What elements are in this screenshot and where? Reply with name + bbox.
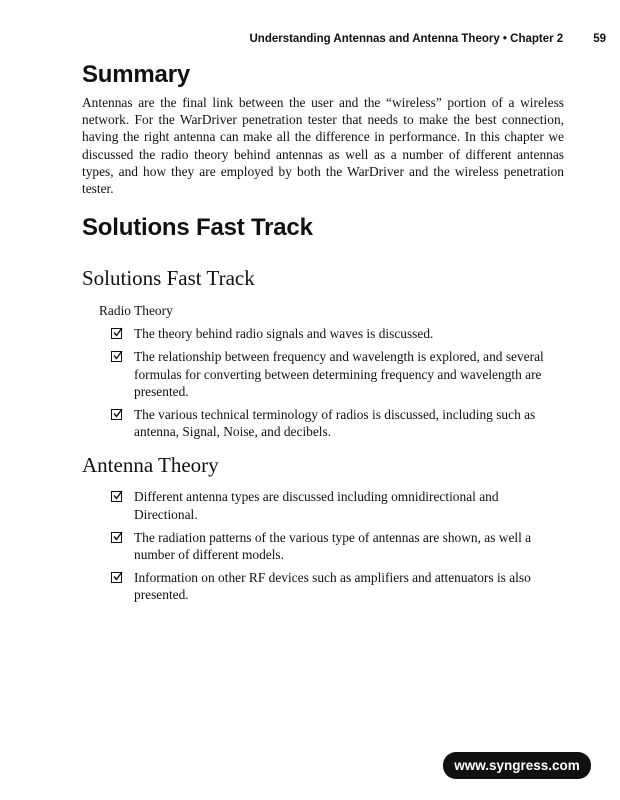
website-badge: www.syngress.com [443, 752, 591, 779]
radio-theory-label: Radio Theory [99, 303, 173, 319]
solutions-fast-track-heading: Solutions Fast Track [82, 214, 313, 242]
summary-heading: Summary [82, 61, 190, 88]
antenna-theory-list [82, 488, 564, 603]
summary-paragraph: Antennas are the final link between the user and the “wireless” portion of a wireless network. For the WarDriver penetration tester that needs to make the best connection, having the right antenna can make all the difference in performance. In this chapter we discussed the radio theory behind antennas as well as a number of different antennas types, and how they are employed by both the WarDriver and the wireless penetration tester. [82, 95, 564, 197]
running-title: Understanding Antennas and Antenna Theory • Chapter 2 [249, 33, 564, 45]
antenna-theory-heading: Antenna Theory [82, 453, 219, 478]
checkbox-icon [111, 351, 122, 362]
checkbox-icon [111, 409, 122, 420]
list-item [82, 529, 564, 563]
list-item-text: The radiation patterns of the various type of antennas are shown, as well a number of different models. [134, 529, 532, 563]
list-item-text: The theory behind radio signals and waves is discussed. [134, 326, 434, 342]
radio-theory-list [82, 325, 564, 440]
running-header [0, 33, 606, 45]
page-number: 59 [593, 33, 606, 45]
page-content [82, 60, 564, 610]
solutions-fast-track-subheading: Solutions Fast Track [82, 266, 255, 291]
list-item-text: The relationship between frequency and wavelength is explored, and several formulas for converting between determining frequency and wavelength are presented. [134, 349, 544, 399]
list-item [82, 569, 564, 603]
checkbox-icon [111, 572, 122, 583]
list-item-text: The various technical terminology of radios is discussed, including such as antenna, Signal, Noise, and decibels. [134, 407, 536, 440]
list-item [82, 325, 564, 342]
list-item [82, 406, 564, 440]
checkbox-icon [111, 328, 122, 339]
list-item [82, 488, 564, 522]
list-item-text: Different antenna types are discussed including omnidirectional and Directional. [134, 489, 499, 522]
checkbox-icon [111, 532, 122, 543]
checkbox-icon [111, 491, 122, 502]
list-item-text: Information on other RF devices such as amplifiers and attenuators is also presented. [134, 570, 531, 603]
list-item [82, 348, 564, 400]
